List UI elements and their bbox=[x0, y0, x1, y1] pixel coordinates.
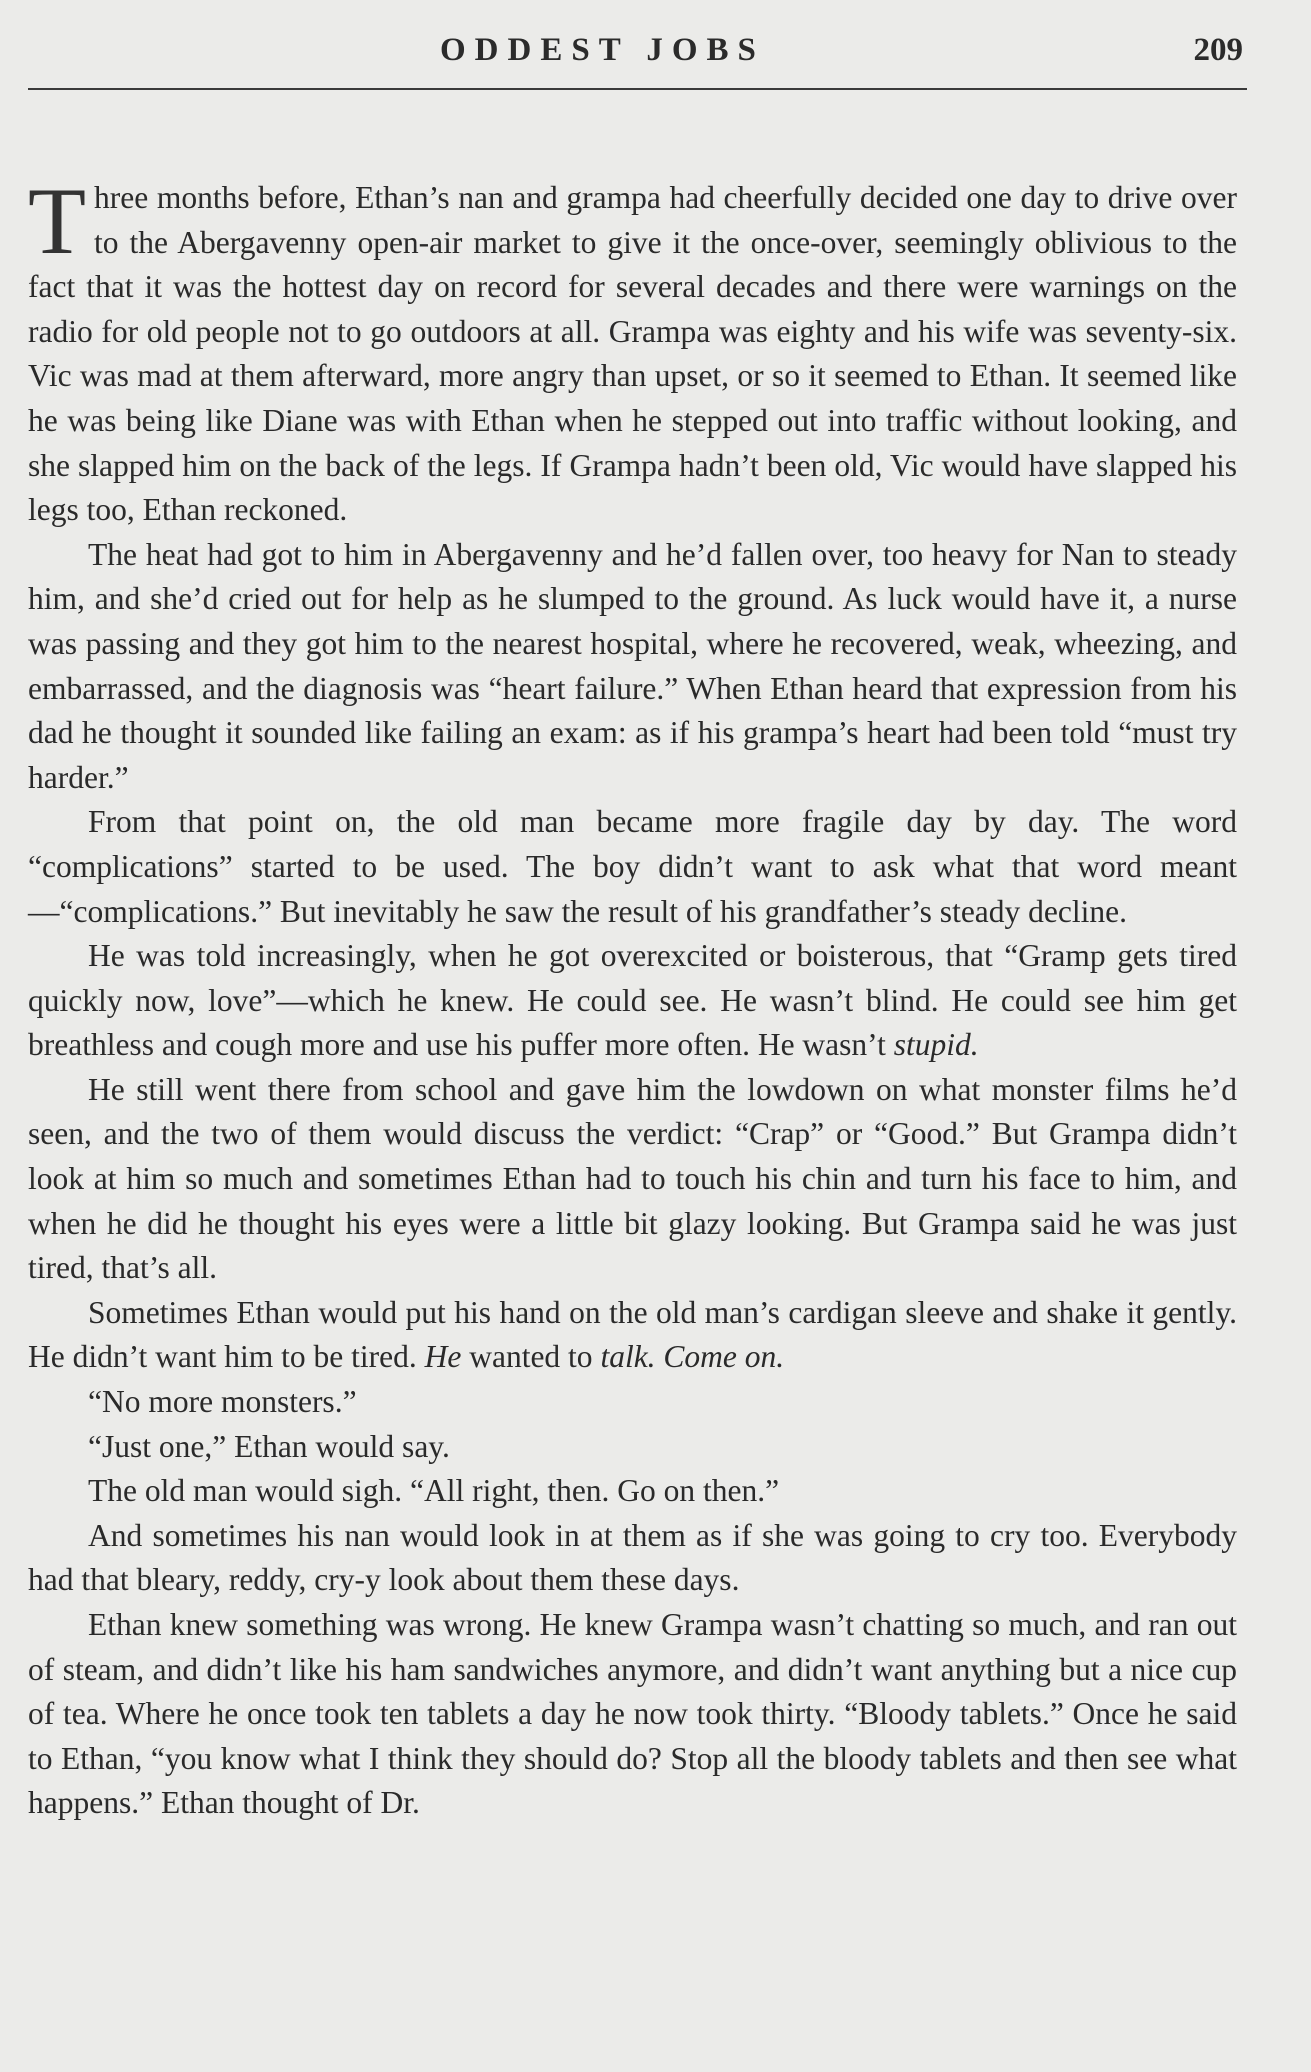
paragraph-text: He was told increasingly, when he got overexcited or boisterous, that “Gramp gets tired quickly now, love”—which he knew. He could see. He wasn’t blind. He could see him get breathless and cough more and use his puffer more often. He wasn’t bbox=[28, 938, 1237, 1063]
page-number: 209 bbox=[1193, 32, 1243, 68]
paragraph: He still went there from school and gave him the lowdown on what monster films he’d seen, and the two of them would discuss the verdict: “Crap” or “Good.” But Grampa didn’t look at him so much and sometimes Ethan had to touch his chin and turn his face to him, and when he did he thought his eyes were a little bit glazy looking. But Grampa said he was just tired, that’s all. bbox=[28, 1071, 1237, 1286]
book-page bbox=[0, 24, 1311, 2072]
paragraph: The heat had got to him in Abergavenny and he’d fallen over, too heavy for Nan to steady him, and she’d cried out for help as he slumped to the ground. As luck would have it, a nurse was passing and they got him to the nearest hospital, where he recovered, weak, wheezing, and embarrassed, and the diagnosis was “heart failure.” When Ethan heard that expression from his dad he thought it sounded like failing an exam: as if his grampa’s heart had been told “must try harder.” bbox=[28, 536, 1237, 795]
emphasis-text: He bbox=[424, 1339, 462, 1375]
paragraph: From that point on, the old man became more fragile day by day. The word “complications” started to be used. The boy didn’t want to ask what that word meant—“complications.” But inevitably he saw the result of his grandfather’s steady decline. bbox=[28, 804, 1237, 929]
drop-cap: T bbox=[28, 168, 87, 274]
paragraph: “No more monsters.” bbox=[88, 1384, 357, 1420]
emphasis-text: stupid. bbox=[893, 1027, 979, 1063]
page-header bbox=[28, 24, 1243, 94]
running-head: ODDEST JOBS bbox=[440, 32, 765, 68]
paragraph bbox=[28, 1291, 1237, 1380]
paragraph: “Just one,” Ethan would say. bbox=[88, 1428, 450, 1464]
paragraph-text: wanted to bbox=[461, 1339, 601, 1375]
paragraph: The old man would sigh. “All right, then. Go on then.” bbox=[88, 1473, 780, 1509]
paragraph-text: hree months before, Ethan’s nan and grampa had cheerfully decided one day to drive over to the Abergavenny open-air market to give it the once-over, seemingly oblivious to the fact that it was the hottest day on record for several decades and there were warnings on the radio for old people not to go outdoors at all. Grampa was eighty and his wife was seventy-six. Vic was mad at them afterward, more angry than upset, or so it seemed to Ethan. It seemed like he was being like Diane was with Ethan when he stepped out into traffic without looking, and she slapped him on the back of the legs. If Grampa hadn’t been old, Vic would have slapped his legs too, Ethan reckoned. bbox=[28, 180, 1237, 528]
emphasis-text: talk. Come on. bbox=[600, 1339, 785, 1375]
paragraph: Ethan knew something was wrong. He knew Grampa wasn’t chatting so much, and ran out of steam, and didn’t like his ham sandwiches anymore, and didn’t want anything but a nice cup of tea. Where he once took ten tablets a day he now took thirty. “Bloody tablets.” Once he said to Ethan, “you know what I think they should do? Stop all the bloody tablets and then see what happens.” Ethan thought of Dr. bbox=[28, 1607, 1237, 1821]
header-rule bbox=[28, 88, 1247, 90]
paragraph-text: Sometimes Ethan would put his hand on the old man’s cardigan sleeve and shake it gently. He didn’t want him to be tired. bbox=[28, 1294, 1237, 1375]
body-text bbox=[28, 168, 1237, 1826]
paragraph bbox=[28, 168, 1237, 533]
paragraph bbox=[28, 934, 1237, 1068]
paragraph: And sometimes his nan would look in at them as if she was going to cry too. Everybody had that bleary, reddy, cry-y look about them these days. bbox=[28, 1517, 1237, 1598]
